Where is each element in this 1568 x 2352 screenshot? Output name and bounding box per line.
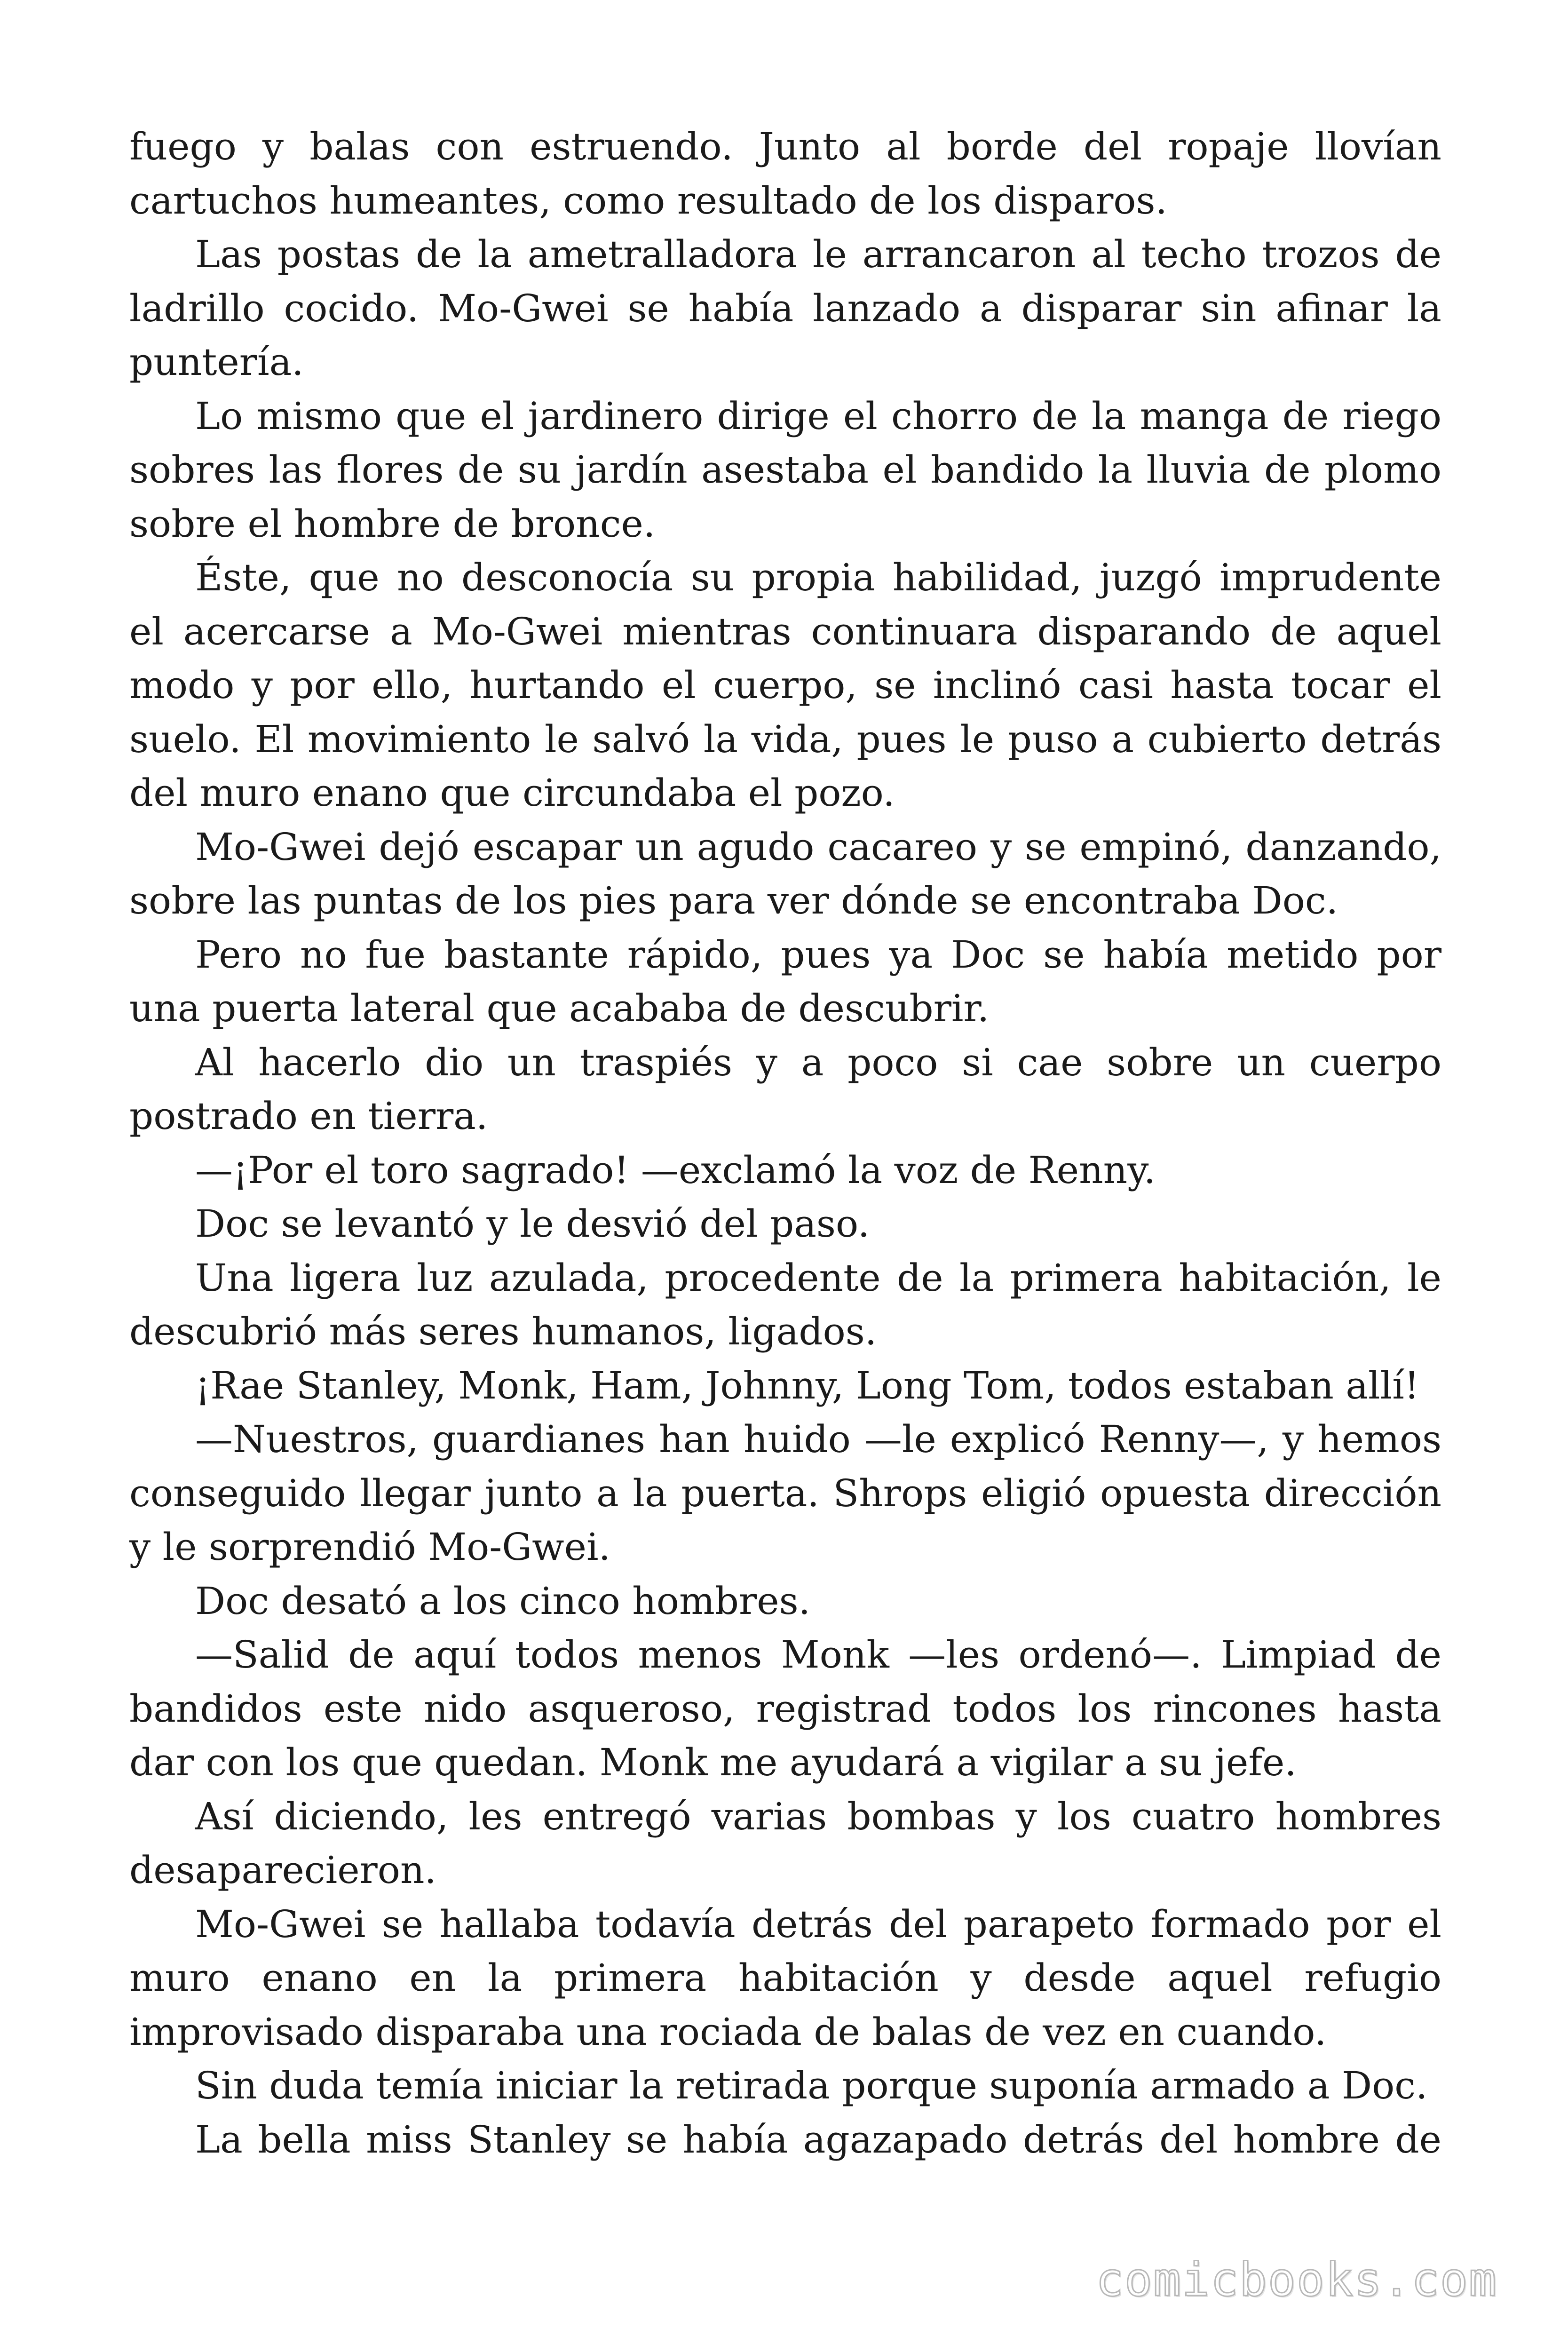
paragraph-1: fuego y balas con estruendo. Junto al borde del ropaje llovían cartuchos humeantes, como resultado de los disparos. xyxy=(129,125,1441,222)
paragraph-11: ¡Rae Stanley, Monk, Ham, Johnny, Long Tom, todos estaban allí! xyxy=(195,1363,1419,1407)
paragraph-4: Éste, que no desconocía su propia habilidad, juzgó imprudente el acercarse a Mo-Gwei mientras continuara disparando de aquel modo y por ello, hurtando el cuerpo, se inclinó casi hasta tocar el suelo. El movimiento le salvó la vida, pues le puso a cubierto detrás del muro enano que circundaba el pozo. xyxy=(129,556,1441,815)
paragraph-10: Una ligera luz azulada, procedente de la primera habitación, le descubrió más seres humanos, ligados. xyxy=(129,1255,1441,1353)
paragraph-17: Sin duda temía iniciar la retirada porque suponía armado a Doc. xyxy=(195,2064,1428,2107)
book-page-body xyxy=(129,120,1441,2256)
paragraph-14: —Salid de aquí todos menos Monk —les ordenó—. Limpiad de bandidos este nido asqueroso, registrad todos los rincones hasta dar con los que quedan. Monk me ayudará a vigilar a su jefe. xyxy=(129,1633,1441,1784)
paragraph-2: Las postas de la ametralladora le arrancaron al techo trozos de ladrillo cocido. Mo-Gwei se había lanzado a disparar sin afinar la puntería. xyxy=(129,232,1441,384)
paragraph-16: Mo-Gwei se hallaba todavía detrás del parapeto formado por el muro enano en la primera habitación y desde aquel refugio improvisado disparaba una rociada de balas de vez en cuando. xyxy=(129,1902,1441,2054)
watermark: comicbooks.com xyxy=(1095,2253,1497,2307)
paragraph-6: Pero no fue bastante rápido, pues ya Doc se había metido por una puerta lateral que acababa de descubrir. xyxy=(129,932,1441,1030)
paragraph-13: Doc desató a los cinco hombres. xyxy=(195,1579,811,1623)
paragraph-12: —Nuestros, guardianes han huido —le explicó Renny—, y hemos conseguido llegar junto a la puerta. Shrops eligió opuesta dirección y le sorprendió Mo-Gwei. xyxy=(129,1417,1441,1569)
paragraph-9: Doc se levantó y le desvió del paso. xyxy=(195,1202,870,1246)
paragraph-5: Mo-Gwei dejó escapar un agudo cacareo y se empinó, danzando, sobre las puntas de los pies para ver dónde se encontraba Doc. xyxy=(129,825,1441,922)
paragraph-15: Así diciendo, les entregó varias bombas y los cuatro hombres desaparecieron. xyxy=(129,1794,1441,1892)
paragraph-18: La bella miss Stanley se había agazapado detrás del hombre de xyxy=(195,2117,1441,2161)
paragraph-8: —¡Por el toro sagrado! —exclamó la voz de Renny. xyxy=(195,1148,1156,1192)
paragraph-7: Al hacerlo dio un traspiés y a poco si cae sobre un cuerpo postrado en tierra. xyxy=(129,1040,1441,1138)
paragraph-3: Lo mismo que el jardinero dirige el chorro de la manga de riego sobres las flores de su jardín asestaba el bandido la lluvia de plomo sobre el hombre de bronce. xyxy=(129,394,1441,546)
